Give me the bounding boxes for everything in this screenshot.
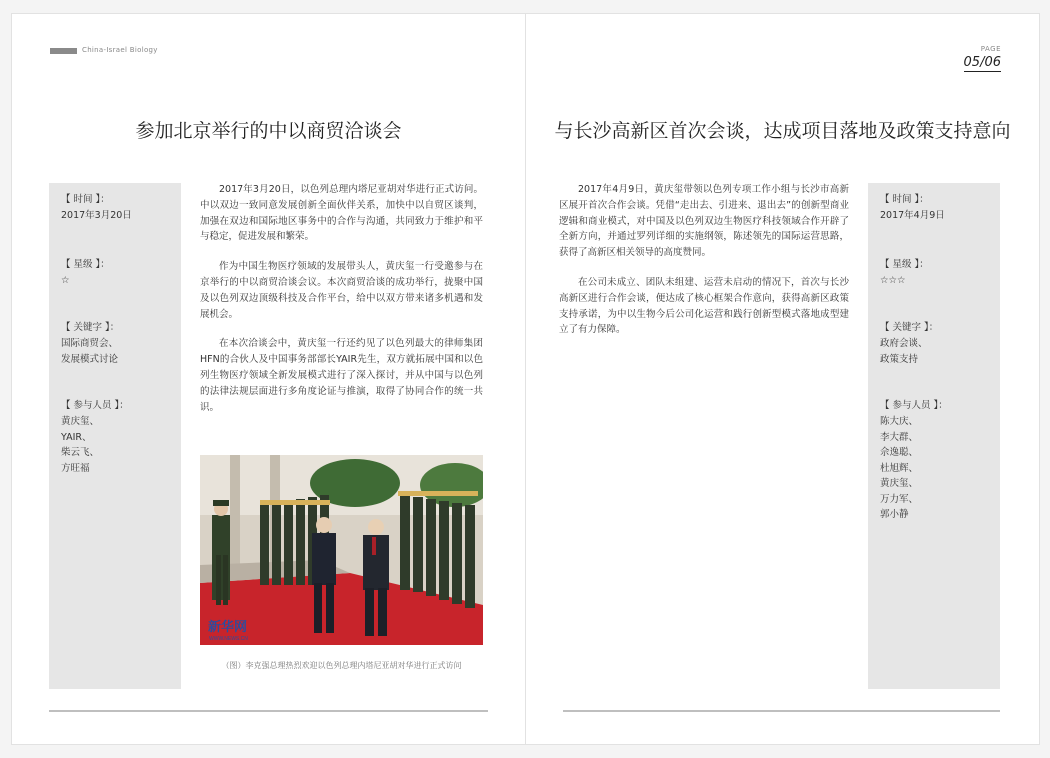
- article-paragraph: 2017年3月20日，以色列总理内塔尼亚胡对华进行正式访问。中以双边一致同意发展创新全面伙伴关系，加快中以自贸区谈判，加强在双边和国际地区事务中的合作与沟通，共同致力于维护和平与稳定，促进发展和繁荣。: [200, 184, 483, 243]
- time-block: [61, 192, 132, 224]
- time-label: 【 时间 】：: [61, 194, 110, 205]
- watermark-text: 新华网: [208, 619, 248, 634]
- article-paragraph: 在本次洽谈会中，黄庆玺一行还约见了以色列最大的律师集团HFN的合伙人及中国事务部部长YAIR先生，双方就拓展中国和以色列生物医疗领域全新发展模式进行了深入探讨，并从中国与以色列的法律法规层面进行多角度论证与推演，取得了协同合作的统一共识。: [200, 338, 483, 413]
- time-value: 2017年3月20日: [61, 210, 132, 221]
- participant-item: 佘逸聪、: [880, 447, 919, 458]
- bottom-rule: [49, 710, 488, 712]
- time-label: 【 时间 】：: [880, 194, 929, 205]
- keywords-label: 【 关键字 】：: [61, 322, 120, 333]
- left-info-sidebar: [49, 183, 181, 689]
- keywords-label: 【 关键字 】：: [880, 322, 939, 333]
- participant-item: 李大群、: [880, 431, 919, 443]
- rating-label: 【 星级 】：: [880, 259, 929, 270]
- participant-item: 陈大庆、: [880, 416, 919, 427]
- page-label: PAGE: [980, 45, 1001, 53]
- participants-block: [61, 398, 129, 476]
- honor-guard-photo-illustration: [200, 455, 483, 645]
- keyword-item: 发展模式讨论: [61, 353, 119, 365]
- keywords-block: [880, 320, 938, 367]
- time-value: 2017年4月9日: [880, 210, 945, 221]
- rating-stars: ☆☆☆: [880, 275, 906, 286]
- keyword-item: 国际商贸会、: [61, 338, 119, 349]
- article-paragraph: 2017年4月9日，黄庆玺带领以色列专项工作小组与长沙市高新区展开首次合作会谈。凭借“走出去、引进来、退出去”的创新型商业逻辑和商业模式，对中国及以色列双边生物医疗科技领域合作开辟了全新方向，并通过罗列详细的实施纲领，陈述领先的国际运营思路，获得了高新区相关领导的高度赞同。: [559, 184, 849, 259]
- page-number: 05/06: [963, 55, 1001, 70]
- participant-item: 黄庆玺、: [61, 416, 100, 427]
- right-page: [526, 14, 1039, 744]
- rating-label: 【 星级 】：: [61, 259, 110, 270]
- rating-block: [880, 257, 929, 289]
- photo-caption: （图）李克强总理热烈欢迎以色列总理内塔尼亚胡对华进行正式访问: [221, 661, 462, 670]
- participant-item: 柴云飞、: [61, 447, 100, 458]
- brand-name: China-Israel Biology: [82, 46, 158, 54]
- keywords-block: [61, 320, 119, 367]
- participant-item: YAIR、: [61, 431, 92, 443]
- right-page-title: 与长沙高新区首次会谈，达成项目落地及政策支持意向: [554, 120, 1011, 142]
- right-info-sidebar: [868, 183, 1000, 689]
- article-paragraph: 作为中国生物医疗领域的发展带头人，黄庆玺一行受邀参与在京举行的中以商贸洽谈会议。本次商贸洽谈的成功举行，拢聚中国及以色列双边顶级科技及合作平台，给中以双方带来诸多机遇和发展机会。: [200, 261, 483, 320]
- keyword-item: 政策支持: [880, 353, 919, 365]
- participant-item: 万力军、: [880, 493, 919, 505]
- brand-bar: [50, 48, 77, 54]
- participant-item: 黄庆玺、: [880, 478, 919, 489]
- right-article-body: [559, 182, 849, 352]
- participant-item: 杜旭辉、: [880, 462, 919, 474]
- news-photo: [200, 455, 483, 645]
- left-page-title: 参加北京举行的中以商贸洽谈会: [135, 120, 402, 142]
- rating-stars: ☆: [61, 275, 70, 286]
- rating-block: [61, 257, 110, 289]
- participant-item: 方旺福: [61, 462, 90, 474]
- keyword-item: 政府会谈、: [880, 338, 928, 349]
- participants-label: 【 参与人员 】：: [880, 400, 948, 411]
- participants-block: [880, 398, 948, 523]
- participant-item: 郭小静: [880, 509, 909, 520]
- watermark-url: WWW.NEWS.CN: [209, 636, 248, 642]
- left-page: [12, 14, 525, 744]
- time-block: [880, 192, 945, 224]
- article-paragraph: 在公司未成立、团队未组建、运营未启动的情况下，首次与长沙高新区进行合作会谈，便达成了核心框架合作意向，获得高新区政策支持承诺，为中以生物今后公司化运营和践行创新型模式落地成型建立了有力保障。: [559, 276, 849, 336]
- bottom-rule: [563, 710, 1000, 712]
- participants-label: 【 参与人员 】：: [61, 400, 129, 411]
- left-article-body: [200, 182, 483, 429]
